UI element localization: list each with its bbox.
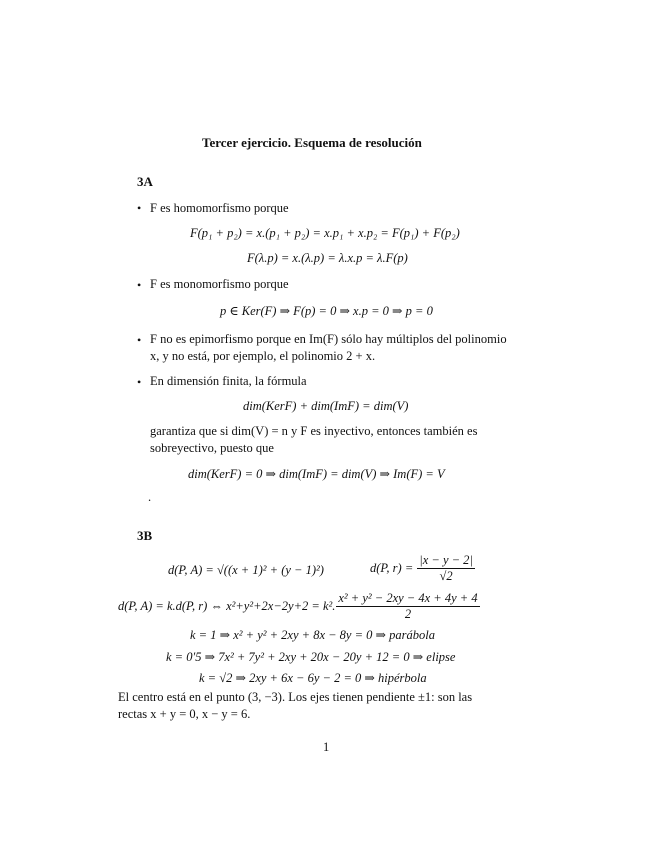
section-heading-3a: 3A: [137, 174, 153, 189]
bullet-text-epimorfismo-line1: F no es epimorfismo porque en Im(F) sólo hay múltiplos del polinomio: [150, 332, 507, 346]
section-heading-3b: 3B: [137, 528, 153, 543]
equation-dimension-formula: dim(KerF) + dim(ImF) = dim(V): [243, 399, 409, 413]
fraction-denominator: 2: [404, 607, 412, 621]
equation-ellipse: k = 0′5 ⇒ 7x² + 7y² + 2xy + 20x − 20y + 12 = 0 ⇒ elipse: [166, 650, 456, 664]
equation-parabola: k = 1 ⇒ x² + y² + 2xy + 8x − 8y = 0 ⇒ parábola: [190, 628, 435, 642]
bullet-icon: •: [137, 333, 142, 347]
equation-surjective: dim(KerF) = 0 ⇒ dim(ImF) = dim(V) ⇒ Im(F) = V: [188, 467, 445, 481]
paragraph-center-line1: El centro está en el punto (3, −3). Los ejes tienen pendiente ±1: son las: [118, 690, 473, 704]
fraction: [336, 591, 479, 622]
equation-ratio-lhs: d(P, A) = k.d(P, r) ⇔ x²+y²+2x−2y+2 = k².: [118, 599, 336, 613]
bullet-icon: •: [137, 278, 142, 292]
equation-distance-line: [370, 553, 475, 584]
paragraph-center-line2: rectas x + y = 0, x − y = 6.: [118, 707, 251, 721]
fraction: [417, 553, 475, 584]
fraction-numerator: x² + y² − 2xy − 4x + 4y + 4: [338, 591, 478, 605]
bullet-text-monomorfismo: F es monomorfismo porque: [150, 277, 289, 291]
fraction-denominator: √2: [439, 569, 453, 583]
equation-homomorphism-scalar: F(λ.p) = x.(λ.p) = λ.x.p = λ.F(p): [247, 251, 408, 265]
bullet-text-epimorfismo-line2: x, y no está, por ejemplo, el polinomio 2 + x.: [150, 349, 376, 363]
paragraph-garantiza-line2: sobreyectivo, puesto que: [150, 441, 274, 455]
page-title: Tercer ejercicio. Esquema de resolución: [202, 135, 422, 150]
bullet-icon: •: [137, 375, 142, 389]
page-number: 1: [323, 740, 330, 754]
equation-distance-point: d(P, A) = √((x + 1)² + (y − 1)²): [168, 563, 324, 577]
equation-distance-line-lhs: d(P, r) =: [370, 561, 414, 575]
equation-homomorphism-sum: F(p₁ + p₂) = x.(p₁ + p₂) = x.p₁ + x.p₂ = F(p₁) + F(p₂): [190, 226, 460, 240]
equation-ratio-condition: [118, 591, 480, 622]
trailing-dot: .: [148, 490, 152, 504]
equation-kernel: p ∈ Ker(F) ⇒ F(p) = 0 ⇒ x.p = 0 ⇒ p = 0: [220, 304, 433, 318]
bullet-text-dimension: En dimensión finita, la fórmula: [150, 374, 307, 388]
fraction-numerator: |x − y − 2|: [419, 553, 473, 567]
paragraph-garantiza-line1: garantiza que si dim(V) = n y F es inyectivo, entonces también es: [150, 424, 478, 438]
bullet-icon: •: [137, 201, 142, 215]
bullet-text-homomorfismo: F es homomorfismo porque: [150, 201, 289, 215]
equation-hyperbola: k = √2 ⇒ 2xy + 6x − 6y − 2 = 0 ⇒ hipérbola: [199, 671, 427, 685]
